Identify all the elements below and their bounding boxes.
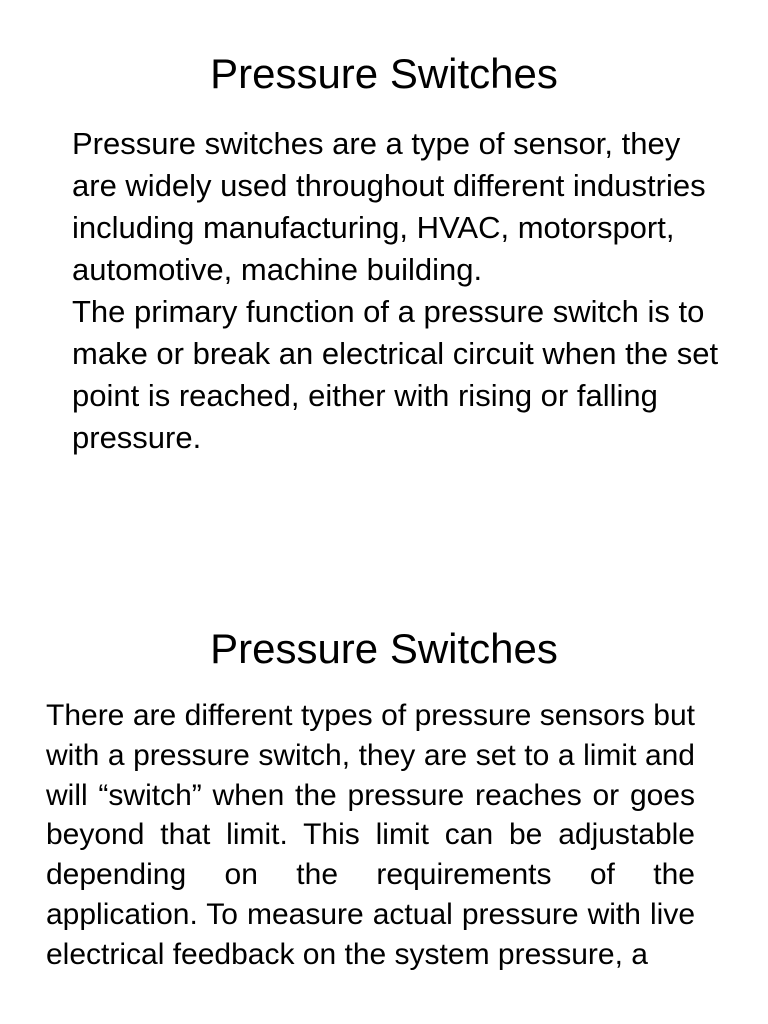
slide-title: Pressure Switches [210, 50, 558, 97]
paragraph-primary-function: The primary function of a pressure switch is to make or break an electrical circuit when the set point is reached, either with rising or falling pressure. [72, 294, 719, 455]
slide-2 [0, 580, 768, 1024]
slide-title: Pressure Switches [210, 625, 558, 672]
paragraph-sensor-overview: Pressure switches are a type of sensor, they are widely used throughout different industries including manufacturing, HVAC, motorsport, automotive, machine building. [72, 126, 706, 287]
slide-body-paragraph: There are different types of pressure sensors but with a pressure switch, they are set to a limit and will “switch” when the pressure reaches or goes beyond that limit. This limit can be adjustable depending on the requirements of the application. To measure actual pressure with live electrical feedback on the system pressure, a [46, 699, 695, 971]
slide-body [72, 123, 732, 459]
